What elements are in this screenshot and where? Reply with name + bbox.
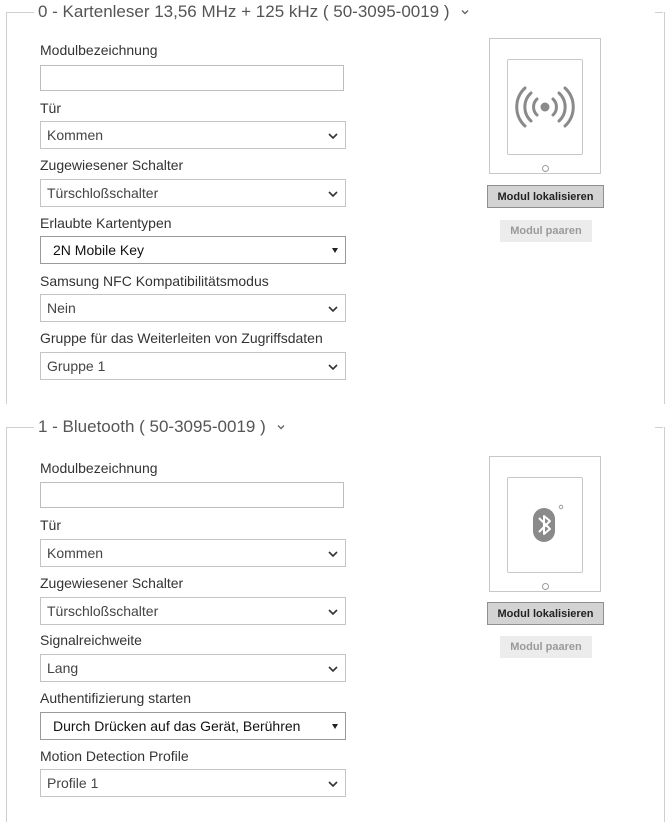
module-title-text: 1 - Bluetooth ( 50-3095-0019 ) <box>38 417 266 436</box>
pair-module-button[interactable]: Modul paaren <box>500 220 592 242</box>
assigned-switch-label: Zugewiesener Schalter <box>40 575 184 591</box>
chevron-down-icon <box>327 606 339 618</box>
nfc-compat-select[interactable] <box>40 294 346 322</box>
locate-module-button[interactable]: Modul lokalisieren <box>487 185 604 208</box>
chevron-down-icon[interactable] <box>276 422 286 432</box>
assigned-switch-label: Zugewiesener Schalter <box>40 157 184 173</box>
chevron-down-icon[interactable] <box>460 7 470 17</box>
chevron-down-icon <box>327 188 339 200</box>
card-types-select[interactable] <box>40 236 346 264</box>
device-led <box>542 165 549 172</box>
section-border-top-right <box>655 12 663 13</box>
signal-range-select[interactable] <box>40 654 346 682</box>
module-name-label: Modulbezeichnung <box>40 42 158 58</box>
signal-range-value: Lang <box>47 660 79 676</box>
section-border-top-left <box>6 12 34 13</box>
door-select-value: Kommen <box>47 545 104 561</box>
chevron-down-icon <box>327 130 339 142</box>
chevron-down-icon <box>327 548 339 560</box>
module-name-label: Modulbezeichnung <box>40 460 158 476</box>
device-screen <box>507 59 583 155</box>
signal-range-label: Signalreichweite <box>40 632 142 648</box>
auth-start-select[interactable] <box>40 712 346 740</box>
motion-profile-label: Motion Detection Profile <box>40 748 189 764</box>
assigned-switch-select[interactable] <box>40 597 346 625</box>
dropdown-triangle-icon <box>332 248 338 253</box>
auth-start-label: Authentifizierung starten <box>40 690 191 706</box>
chevron-down-icon <box>327 303 339 315</box>
device-illustration-bluetooth <box>489 456 601 592</box>
assigned-switch-value: Türschloßschalter <box>47 603 159 619</box>
chevron-down-icon <box>327 361 339 373</box>
module-title-text: 0 - Kartenleser 13,56 MHz + 125 kHz ( 50-3095-0019 ) <box>38 2 450 21</box>
nfc-compat-value: Nein <box>47 300 76 316</box>
forward-group-value: Gruppe 1 <box>47 358 106 374</box>
chevron-down-icon <box>327 778 339 790</box>
forward-group-select[interactable] <box>40 352 346 380</box>
section-border-top-left <box>6 427 34 428</box>
bluetooth-icon <box>508 478 582 572</box>
module-title-card-reader[interactable] <box>36 2 476 22</box>
device-led <box>542 583 549 590</box>
door-select[interactable] <box>40 539 346 567</box>
module-name-input[interactable] <box>40 65 344 91</box>
nfc-compat-label: Samsung NFC Kompatibilitätsmodus <box>40 273 269 289</box>
door-label: Tür <box>40 517 61 533</box>
device-screen <box>507 477 583 573</box>
device-illustration-card-reader <box>489 38 601 174</box>
dropdown-triangle-icon <box>332 724 338 729</box>
locate-module-button[interactable]: Modul lokalisieren <box>487 602 604 625</box>
motion-profile-select[interactable] <box>40 769 346 797</box>
door-select-value: Kommen <box>47 127 104 143</box>
forward-group-label: Gruppe für das Weiterleiten von Zugriffsdaten <box>40 330 323 346</box>
chevron-down-icon <box>327 663 339 675</box>
motion-profile-value: Profile 1 <box>47 775 99 791</box>
nfc-rfid-icon <box>508 60 582 154</box>
door-label: Tür <box>40 100 61 116</box>
section-border-top-right <box>655 427 663 428</box>
assigned-switch-select[interactable] <box>40 179 346 207</box>
door-select[interactable] <box>40 121 346 149</box>
card-types-label: Erlaubte Kartentypen <box>40 215 172 231</box>
card-types-value: 2N Mobile Key <box>53 242 145 258</box>
module-name-input[interactable] <box>40 482 344 508</box>
auth-start-value: Durch Drücken auf das Gerät, Berühren <box>53 718 301 734</box>
pair-module-button[interactable]: Modul paaren <box>500 636 592 658</box>
assigned-switch-value: Türschloßschalter <box>47 185 159 201</box>
module-title-bluetooth[interactable] <box>36 417 292 437</box>
